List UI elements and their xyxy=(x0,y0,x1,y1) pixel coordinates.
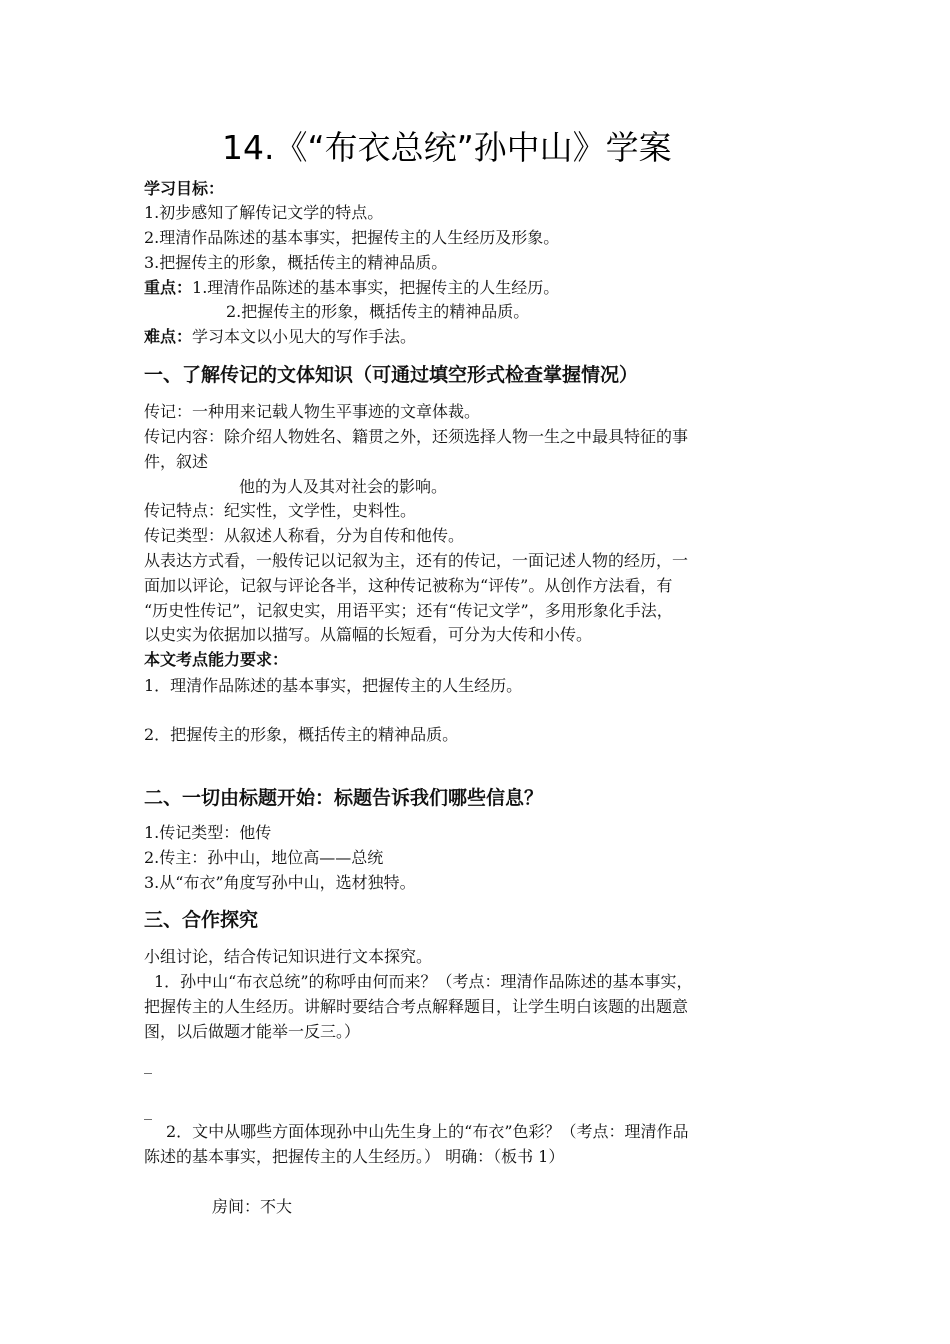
paragraph-line: 从表达方式看，一般传记以记叙为主，还有的传记，一面记述人物的经历，一 xyxy=(144,551,689,570)
key-points-row xyxy=(144,277,559,299)
ability-item: 2．把握传主的形象，概括传主的精神品质。 xyxy=(144,725,459,744)
paragraph-line: 传记内容：除介绍人物姓名、籍贯之外，还须选择人物一生之中最具特征的事 xyxy=(144,427,689,446)
difficulty-label: 难点： xyxy=(144,327,193,346)
title-info-item: 1.传记类型：他传 xyxy=(144,823,272,842)
section-heading: 二、一切由标题开始：标题告诉我们哪些信息？ xyxy=(144,787,544,809)
objective-item: 1.初步感知了解传记文学的特点。 xyxy=(144,203,384,222)
objectives-label: 学习目标： xyxy=(144,179,225,198)
key-point-item: 1.理清作品陈述的基本事实，把握传主的人生经历。 xyxy=(192,278,560,297)
section-heading: 一、了解传记的文体知识（可通过填空形式检查掌握情况） xyxy=(144,364,639,386)
section-heading: 三、合作探究 xyxy=(144,909,259,931)
paragraph-line: 件，叙述 xyxy=(144,452,209,471)
answer-blank: _ xyxy=(144,1055,152,1074)
section-intro: 小组讨论，结合传记知识进行文本探究。 xyxy=(144,947,433,966)
question-line: 1．孙中山“布衣总统”的称呼由何而来？（考点：理清作品陈述的基本事实， xyxy=(154,972,693,991)
difficulty-row xyxy=(144,326,416,348)
paragraph-line: 他的为人及其对社会的影响。 xyxy=(239,477,448,496)
question-line: 把握传主的人生经历。讲解时要结合考点解释题目，让学生明白该题的出题意 xyxy=(144,997,689,1016)
question-line: 2．文中从哪些方面体现孙中山先生身上的“布衣”色彩？（考点：理清作品 xyxy=(166,1122,689,1141)
paragraph-line: 传记特点：纪实性，文学性，史料性。 xyxy=(144,501,417,520)
title-info-item: 2.传主：孙中山，地位高——总统 xyxy=(144,848,384,867)
paragraph-line: 传记：一种用来记载人物生平事迹的文章体裁。 xyxy=(144,402,481,421)
question-line: 陈述的基本事实，把握传主的人生经历。） 明确：（板书 1） xyxy=(144,1147,565,1166)
objective-item: 3.把握传主的形象，概括传主的精神品质。 xyxy=(144,253,448,272)
board-note: 房间：不大 xyxy=(212,1197,293,1216)
key-points-label: 重点： xyxy=(144,278,193,297)
page-title: 14.《“布衣总统”孙中山》学案 xyxy=(222,128,672,167)
question-line: 图，以后做题才能举一反三。） xyxy=(144,1022,361,1041)
paragraph-line: 传记类型：从叙述人称看，分为自传和他传。 xyxy=(144,526,465,545)
objective-item: 2.理清作品陈述的基本事实，把握传主的人生经历及形象。 xyxy=(144,228,560,247)
paragraph-line: 面加以评论，记叙与评论各半，这种传记被称为“评传”。从创作方法看，有 xyxy=(144,576,673,595)
paragraph-line: 以史实为依据加以描写。从篇幅的长短看，可分为大传和小传。 xyxy=(144,625,593,644)
key-point-item: 2.把握传主的形象，概括传主的精神品质。 xyxy=(226,302,530,321)
ability-label: 本文考点能力要求： xyxy=(144,650,289,669)
difficulty-text: 学习本文以小见大的写作手法。 xyxy=(192,327,417,346)
paragraph-line: “历史性传记”，记叙史实，用语平实；还有“传记文学”，多用形象化手法， xyxy=(144,601,673,620)
ability-item: 1．理清作品陈述的基本事实，把握传主的人生经历。 xyxy=(144,676,523,695)
title-info-item: 3.从“布衣”角度写孙中山，选材独特。 xyxy=(144,873,416,892)
answer-blank: _ xyxy=(144,1101,152,1120)
